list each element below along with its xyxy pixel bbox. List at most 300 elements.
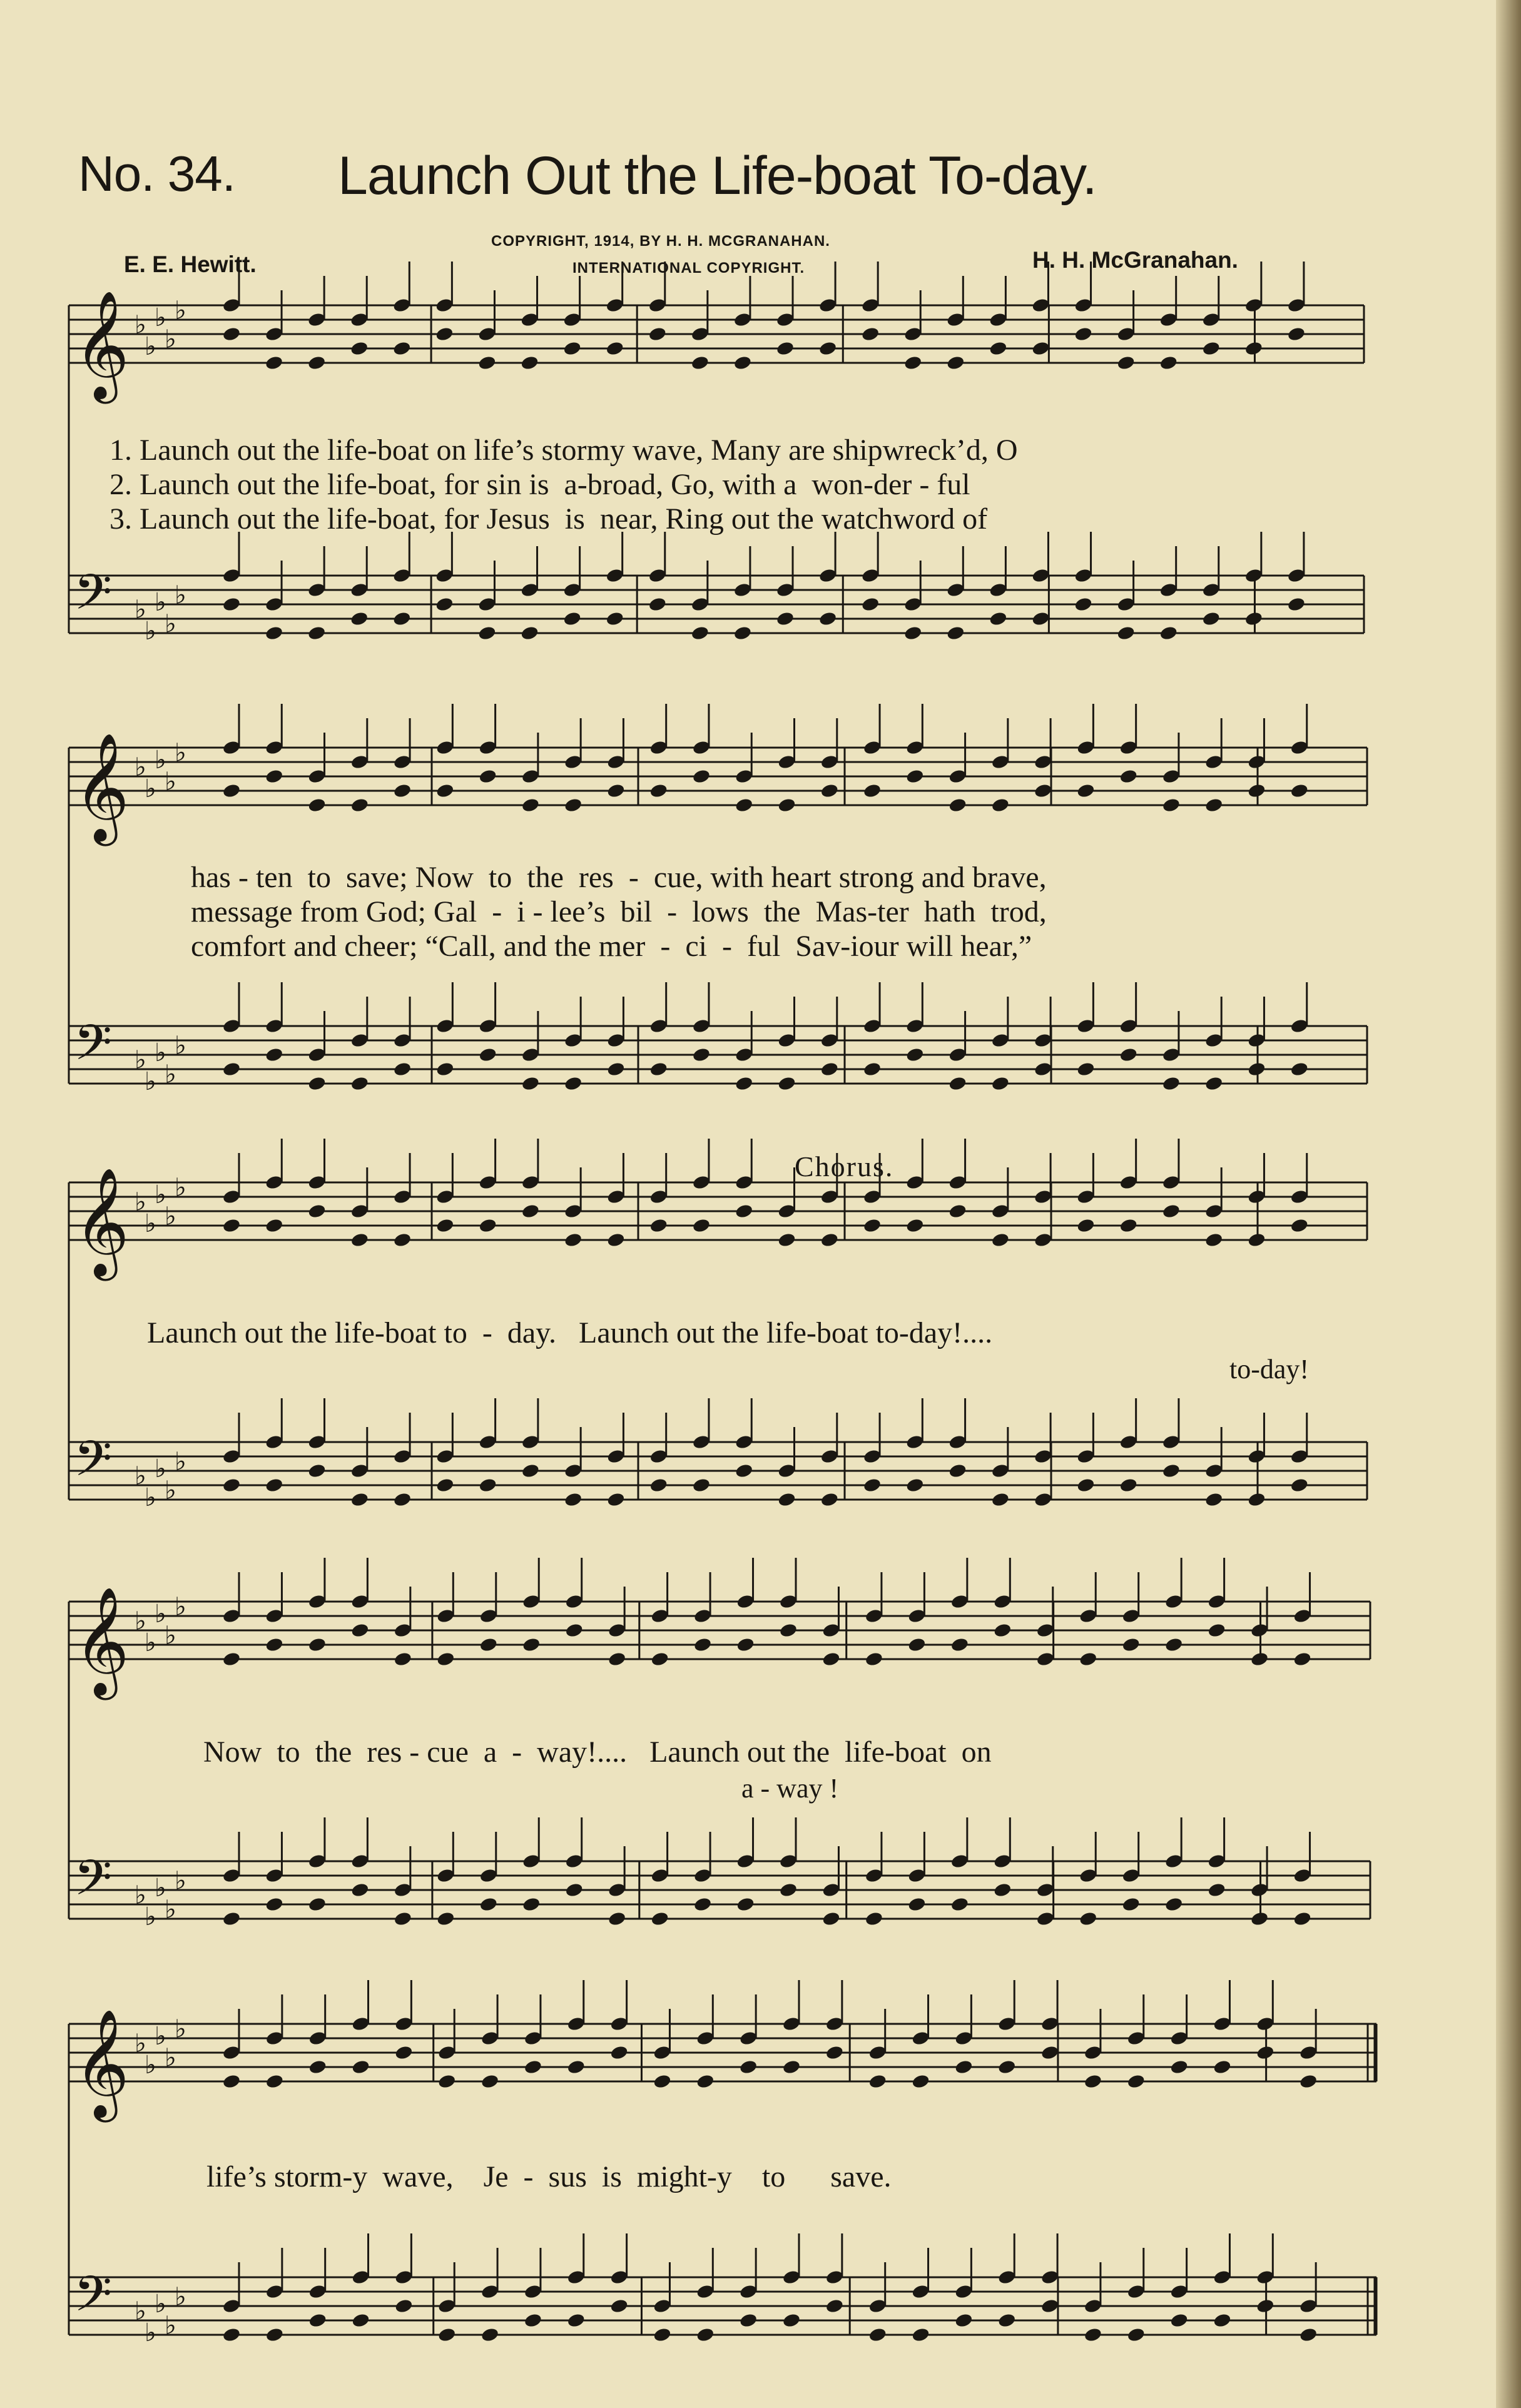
note-head: [863, 1061, 882, 1077]
note-head: [436, 1911, 455, 1927]
note-head: [777, 797, 796, 813]
note-head: [437, 2073, 457, 2090]
note-head: [776, 611, 795, 627]
key-signature-flat: ♭: [135, 2029, 146, 2058]
note-head: [1250, 1651, 1269, 1667]
note-head: [818, 611, 838, 627]
note-head: [307, 355, 327, 371]
key-signature-flat: ♭: [175, 1866, 186, 1896]
note-head: [1040, 2045, 1060, 2061]
note-head: [946, 355, 965, 371]
note-head: [736, 1637, 755, 1653]
note-head: [478, 1047, 497, 1063]
note-head: [1164, 1637, 1184, 1653]
note-head: [1204, 1075, 1224, 1092]
note-head: [222, 2073, 242, 2090]
note-head: [1126, 2073, 1146, 2090]
note-head: [605, 340, 624, 357]
key-signature-flat: ♭: [165, 2043, 176, 2073]
note-head: [1247, 1061, 1266, 1077]
note-head: [863, 783, 882, 799]
note-head: [653, 2327, 672, 2343]
note-head: [1074, 596, 1093, 612]
note-head: [911, 2327, 930, 2343]
note-head: [437, 2327, 457, 2343]
note-head: [1287, 596, 1306, 612]
note-head: [350, 1622, 370, 1638]
note-head: [1116, 625, 1136, 641]
note-head: [350, 611, 369, 627]
treble-clef: 𝄞: [74, 2009, 130, 2118]
note-head: [903, 355, 923, 371]
key-signature-flat: ♭: [165, 1202, 176, 1231]
note-head: [265, 1637, 284, 1653]
key-signature-flat: ♭: [165, 767, 176, 796]
note-head: [606, 1061, 626, 1077]
note-head: [954, 2312, 974, 2329]
note-head: [222, 783, 242, 799]
note-head: [393, 783, 412, 799]
key-signature-flat: ♭: [165, 1895, 176, 1924]
note-head: [822, 1651, 841, 1667]
note-head: [609, 2298, 629, 2314]
verse-2-line-2: message from God; Gal - i - lee’s bil - lows the Mas-ter hath trod,: [191, 895, 1047, 928]
note-head: [735, 1203, 754, 1219]
note-head: [905, 1217, 925, 1234]
key-signature-flat: ♭: [175, 296, 186, 325]
note-head: [265, 768, 284, 785]
chorus-line-2: Now to the res - cue a - way!.... Launch out the life-boat on: [203, 1735, 992, 1769]
note-head: [736, 1896, 755, 1913]
note-head: [222, 596, 242, 612]
note-head: [308, 2312, 327, 2329]
note-head: [693, 1637, 713, 1653]
note-head: [522, 1896, 541, 1913]
note-head: [735, 1075, 754, 1092]
note-head: [948, 1075, 967, 1092]
key-signature-flat: ♭: [155, 1600, 166, 1628]
note-head: [1299, 2073, 1318, 2090]
note-head: [524, 2059, 543, 2075]
note-head: [777, 1075, 796, 1092]
note-head: [307, 1463, 327, 1479]
note-head: [820, 783, 839, 799]
key-signature-flat: ♭: [145, 332, 156, 361]
note-head: [1121, 1896, 1141, 1913]
hymn-number: No. 34.: [78, 146, 235, 201]
note-head: [989, 611, 1008, 627]
key-signature-flat: ♭: [165, 609, 176, 639]
key-signature-flat: ♭: [135, 1607, 146, 1636]
note-head: [392, 611, 412, 627]
note-head: [653, 2073, 672, 2090]
note-head: [825, 2298, 845, 2314]
note-head: [997, 2312, 1017, 2329]
note-head: [351, 2312, 370, 2329]
note-head: [307, 1203, 327, 1219]
note-head: [1040, 2298, 1060, 2314]
note-head: [1162, 797, 1181, 813]
note-head: [478, 768, 497, 785]
note-head: [435, 1061, 455, 1077]
note-head: [564, 1075, 583, 1092]
note-head: [863, 1477, 882, 1493]
note-head: [1244, 611, 1264, 627]
note-head: [478, 1477, 497, 1493]
note-head: [1204, 1232, 1224, 1248]
note-head: [1079, 1651, 1098, 1667]
bass-clef: 𝄢: [74, 564, 113, 633]
note-head: [693, 1896, 713, 1913]
note-head: [868, 2327, 887, 2343]
note-head: [782, 2059, 801, 2075]
note-head: [1293, 1651, 1312, 1667]
note-head: [1079, 1911, 1098, 1927]
note-head: [1247, 783, 1266, 799]
key-signature-flat: ♭: [175, 1592, 186, 1622]
note-head: [479, 1896, 498, 1913]
note-head: [868, 2073, 887, 2090]
key-signature-flat: ♭: [135, 1881, 146, 1910]
note-head: [782, 2312, 801, 2329]
note-head: [863, 1217, 882, 1234]
notation-marks: [74, 262, 1318, 2347]
note-head: [564, 797, 583, 813]
note-head: [562, 611, 582, 627]
note-head: [825, 2045, 845, 2061]
note-head: [1034, 783, 1053, 799]
note-head: [521, 1075, 541, 1092]
note-head: [521, 1463, 541, 1479]
key-signature-flat: ♭: [175, 2014, 186, 2044]
note-head: [948, 1203, 967, 1219]
note-head: [1084, 2327, 1103, 2343]
note-head: [1119, 768, 1138, 785]
note-head: [776, 340, 795, 357]
key-signature-flat: ♭: [135, 753, 146, 782]
note-head: [779, 1622, 798, 1638]
note-head: [1204, 1491, 1224, 1508]
note-head: [435, 326, 454, 342]
note-head: [393, 1232, 412, 1248]
note-head: [1169, 2059, 1189, 2075]
note-head: [608, 1911, 627, 1927]
note-head: [946, 625, 965, 641]
note-head: [648, 326, 667, 342]
note-head: [903, 625, 923, 641]
note-head: [1256, 2045, 1275, 2061]
note-head: [649, 783, 668, 799]
note-head: [1290, 783, 1309, 799]
bass-clef: 𝄢: [74, 1431, 113, 1500]
note-head: [394, 1911, 413, 1927]
key-signature-flat: ♭: [145, 2319, 156, 2347]
note-head: [991, 1491, 1010, 1508]
treble-clef: 𝄞: [74, 1587, 130, 1695]
note-head: [1213, 2059, 1232, 2075]
note-head: [692, 1047, 711, 1063]
note-head: [222, 1911, 242, 1927]
copyright-notice: COPYRIGHT, 1914, BY H. H. MCGRANAHAN.: [491, 233, 830, 250]
note-head: [997, 2059, 1017, 2075]
note-head: [1076, 783, 1096, 799]
note-head: [1162, 1203, 1181, 1219]
note-head: [649, 1477, 668, 1493]
note-head: [308, 1637, 327, 1653]
note-head: [1031, 611, 1050, 627]
note-head: [566, 2312, 586, 2329]
note-head: [394, 2298, 414, 2314]
note-head: [993, 1622, 1012, 1638]
note-head: [991, 1232, 1010, 1248]
key-signature-flat: ♭: [155, 1039, 166, 1067]
key-signature-flat: ♭: [135, 595, 146, 624]
note-head: [650, 1911, 669, 1927]
verse-1-line-1: 1. Launch out the life-boat on life’s stormy wave, Many are shipwreck’d, O: [109, 434, 1018, 467]
note-head: [1169, 2312, 1189, 2329]
note-head: [350, 1882, 370, 1898]
note-head: [351, 2059, 370, 2075]
note-head: [733, 355, 753, 371]
note-head: [609, 2045, 629, 2061]
hymn-title: Launch Out the Life-boat To-day.: [338, 146, 1097, 206]
note-head: [521, 797, 541, 813]
note-head: [991, 797, 1010, 813]
treble-clef: 𝄞: [74, 290, 130, 399]
note-head: [520, 625, 539, 641]
note-head: [393, 1061, 412, 1077]
note-head: [1204, 797, 1224, 813]
key-signature-flat: ♭: [145, 775, 156, 803]
note-head: [564, 1882, 584, 1898]
note-head: [608, 1651, 627, 1667]
note-head: [477, 355, 497, 371]
note-head: [265, 1047, 284, 1063]
note-head: [564, 1622, 584, 1638]
key-signature-flat: ♭: [175, 2282, 186, 2312]
note-head: [1213, 2312, 1232, 2329]
note-head: [779, 1882, 798, 1898]
note-head: [521, 1203, 541, 1219]
chorus-line-1: Launch out the life-boat to - day. Launch out the life-boat to-day!....: [147, 1316, 993, 1349]
key-signature-flat: ♭: [145, 2051, 156, 2080]
note-head: [905, 768, 925, 785]
key-signature-flat: ♭: [135, 1461, 146, 1491]
key-signature-flat: ♭: [155, 2022, 166, 2051]
note-head: [650, 1651, 669, 1667]
note-head: [478, 1217, 497, 1234]
note-head: [691, 355, 710, 371]
note-head: [1256, 2298, 1275, 2314]
key-signature-flat: ♭: [165, 325, 176, 354]
note-head: [606, 783, 626, 799]
verse-2-line-1: 2. Launch out the life-boat, for sin is a-broad, Go, with a won-der - ful: [109, 468, 970, 501]
note-head: [1126, 2327, 1146, 2343]
note-head: [1207, 1622, 1226, 1638]
note-head: [739, 2059, 758, 2075]
note-head: [606, 1232, 626, 1248]
note-head: [1247, 1232, 1266, 1248]
note-head: [948, 797, 967, 813]
note-head: [394, 1651, 413, 1667]
note-head: [1290, 1477, 1309, 1493]
note-head: [307, 1075, 327, 1092]
note-head: [1116, 355, 1136, 371]
note-head: [564, 1232, 583, 1248]
key-signature-flat: ♭: [175, 1447, 186, 1476]
note-head: [1201, 340, 1221, 357]
chorus-line-3: life’s storm-y wave, Je - sus is might-y to save.: [206, 2160, 892, 2193]
note-head: [1293, 1911, 1312, 1927]
key-signature-flat: ♭: [155, 588, 166, 617]
note-head: [222, 1651, 242, 1667]
note-head: [524, 2312, 543, 2329]
key-signature-flat: ♭: [155, 303, 166, 332]
key-signature-flat: ♭: [145, 1628, 156, 1657]
note-head: [1162, 1075, 1181, 1092]
note-head: [991, 1075, 1010, 1092]
note-head: [905, 1047, 925, 1063]
composer-credit: H. H. McGranahan.: [1032, 247, 1238, 273]
key-signature-flat: ♭: [145, 1903, 156, 1931]
note-head: [435, 1477, 455, 1493]
note-head: [1119, 1047, 1138, 1063]
note-head: [1164, 1896, 1184, 1913]
note-head: [1119, 1217, 1138, 1234]
note-head: [1244, 340, 1264, 357]
note-head: [692, 1217, 711, 1234]
key-signature-flat: ♭: [155, 1181, 166, 1209]
note-head: [1290, 1217, 1309, 1234]
note-head: [692, 768, 711, 785]
key-signature-flat: ♭: [155, 1874, 166, 1903]
verse-3-line-2: comfort and cheer; “Call, and the mer - ci - ful Sav-iour will hear,”: [191, 930, 1032, 963]
note-head: [954, 2059, 974, 2075]
key-signature-flat: ♭: [165, 1621, 176, 1650]
note-head: [393, 1491, 412, 1508]
note-head: [950, 1637, 970, 1653]
note-head: [1034, 1232, 1053, 1248]
note-head: [820, 1491, 839, 1508]
key-signature-flat: ♭: [165, 1060, 176, 1089]
note-head: [865, 1911, 884, 1927]
note-head: [606, 1491, 626, 1508]
bass-clef: 𝄢: [74, 1015, 113, 1084]
note-head: [265, 2327, 285, 2343]
key-signature-flat: ♭: [175, 1173, 186, 1202]
note-head: [265, 1896, 284, 1913]
note-head: [350, 1075, 370, 1092]
key-signature-flat: ♭: [145, 617, 156, 646]
note-head: [691, 625, 710, 641]
note-head: [307, 797, 327, 813]
note-head: [822, 1911, 841, 1927]
note-head: [265, 1217, 284, 1234]
key-signature-flat: ♭: [135, 1045, 146, 1075]
note-head: [350, 1232, 370, 1248]
note-head: [392, 340, 412, 357]
key-signature-flat: ♭: [145, 1483, 156, 1512]
note-head: [820, 1232, 839, 1248]
note-head: [1119, 1477, 1138, 1493]
note-head: [1035, 1651, 1055, 1667]
key-signature-flat: ♭: [135, 1187, 146, 1217]
note-head: [1159, 625, 1178, 641]
note-head: [562, 340, 582, 357]
note-head: [308, 2059, 327, 2075]
note-head: [907, 1637, 927, 1653]
note-head: [948, 1463, 967, 1479]
note-head: [989, 340, 1008, 357]
note-head: [1076, 1061, 1096, 1077]
note-head: [222, 1061, 242, 1077]
key-signature-flat: ♭: [175, 581, 186, 610]
bass-clef: 𝄢: [74, 2266, 113, 2335]
note-head: [222, 1477, 242, 1493]
note-head: [861, 596, 880, 612]
note-head: [522, 1637, 541, 1653]
key-signature-flat: ♭: [165, 2311, 176, 2340]
note-head: [481, 2073, 500, 2090]
chorus-label: Chorus.: [795, 1151, 894, 1182]
key-signature-flat: ♭: [135, 2297, 146, 2326]
note-head: [696, 2327, 715, 2343]
note-head: [435, 1217, 455, 1234]
note-head: [435, 783, 455, 799]
note-head: [605, 611, 624, 627]
note-head: [777, 1491, 796, 1508]
copyright-international: INTERNATIONAL COPYRIGHT.: [572, 260, 805, 277]
note-head: [1247, 1491, 1266, 1508]
note-head: [733, 625, 753, 641]
note-head: [350, 340, 369, 357]
note-head: [648, 596, 667, 612]
note-head: [1287, 326, 1306, 342]
key-signature-flat: ♭: [155, 746, 166, 775]
note-head: [1074, 326, 1093, 342]
note-head: [1084, 2073, 1103, 2090]
verse-1-line-2: has - ten to save; Now to the res - cue, with heart strong and brave,: [191, 861, 1047, 894]
note-head: [950, 1896, 970, 1913]
note-head: [265, 1477, 284, 1493]
note-head: [993, 1882, 1012, 1898]
note-head: [735, 797, 754, 813]
note-head: [861, 326, 880, 342]
note-head: [481, 2327, 500, 2343]
key-signature-flat: ♭: [165, 1476, 176, 1505]
note-head: [479, 1637, 498, 1653]
note-head: [1159, 355, 1178, 371]
note-head: [696, 2073, 715, 2090]
note-head: [649, 1061, 668, 1077]
note-head: [1076, 1217, 1096, 1234]
note-head: [265, 625, 284, 641]
key-signature-flat: ♭: [145, 1209, 156, 1238]
note-head: [820, 1061, 839, 1077]
note-head: [777, 1232, 796, 1248]
note-head: [1034, 1061, 1053, 1077]
note-head: [865, 1651, 884, 1667]
note-head: [1035, 1911, 1055, 1927]
note-head: [308, 1896, 327, 1913]
key-signature-flat: ♭: [175, 1031, 186, 1060]
note-head: [350, 797, 370, 813]
key-signature-flat: ♭: [145, 1067, 156, 1096]
note-head: [566, 2059, 586, 2075]
bass-clef: 𝄢: [74, 1850, 113, 1919]
note-head: [520, 355, 539, 371]
treble-clef: 𝄞: [74, 1167, 130, 1276]
